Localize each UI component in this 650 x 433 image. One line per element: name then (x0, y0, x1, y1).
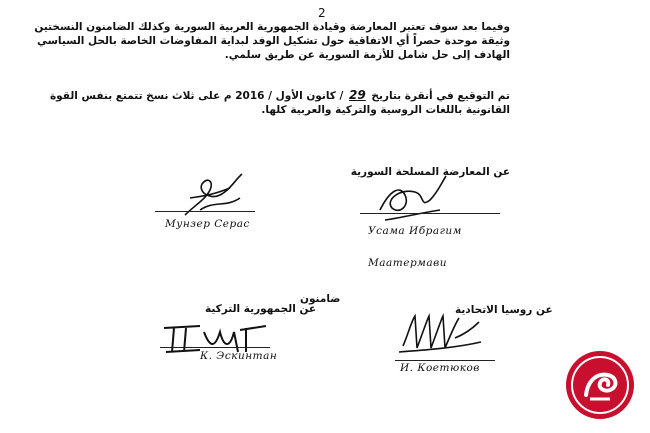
signature-russia (395, 308, 485, 360)
agreement-paragraph: وفيما بعد سوف تعتبر المعارضة وقيادة الجمهورية العربية السورية وكذلك الضامنون النسختين وثيقة موحدة حصراً أي الاتفاقية حول تشكيل الوفد لبداية المفاوضات الخاصة بالحل السياسي الهادف إلى حل شامل للأزمة السورية عن طريق سلمي. (34, 21, 510, 61)
signing-paragraph (30, 88, 510, 117)
signature-line (160, 347, 270, 348)
turkey-heading: عن الجمهورية التركية (205, 303, 317, 315)
name-russia: И. Коетюков (400, 362, 480, 374)
russia-heading: عن روسيا الاتحادية (455, 304, 553, 316)
signature-line (155, 211, 255, 212)
watermark-logo-icon (564, 349, 636, 421)
signing-text-end: / كانون الأول / 2016 م على ثلاث نسخ تتمتع بنفس القوة القانونية باللغات الروسية والتركية والعربية كلها. (49, 90, 510, 116)
name-muncer: Мунзер Серас (165, 218, 250, 230)
guarantors-label: ضامنون (300, 293, 341, 305)
page-number: 2 (318, 6, 326, 20)
opposition-heading: عن المعارضة المسلحة السورية (350, 166, 510, 178)
handwritten-date: 29 (349, 88, 366, 102)
name-usama: Усама Ибрагим (368, 225, 462, 237)
signing-text-start: تم التوقيع في أنقرة بتاريخ (371, 90, 510, 102)
signature-muncer (180, 170, 250, 225)
name-maatermavi: Маатермави (368, 257, 448, 269)
name-turkey: К. Эскинтан (200, 350, 278, 362)
signature-usama (370, 170, 450, 230)
signature-line (360, 213, 500, 214)
signature-line (395, 360, 495, 361)
